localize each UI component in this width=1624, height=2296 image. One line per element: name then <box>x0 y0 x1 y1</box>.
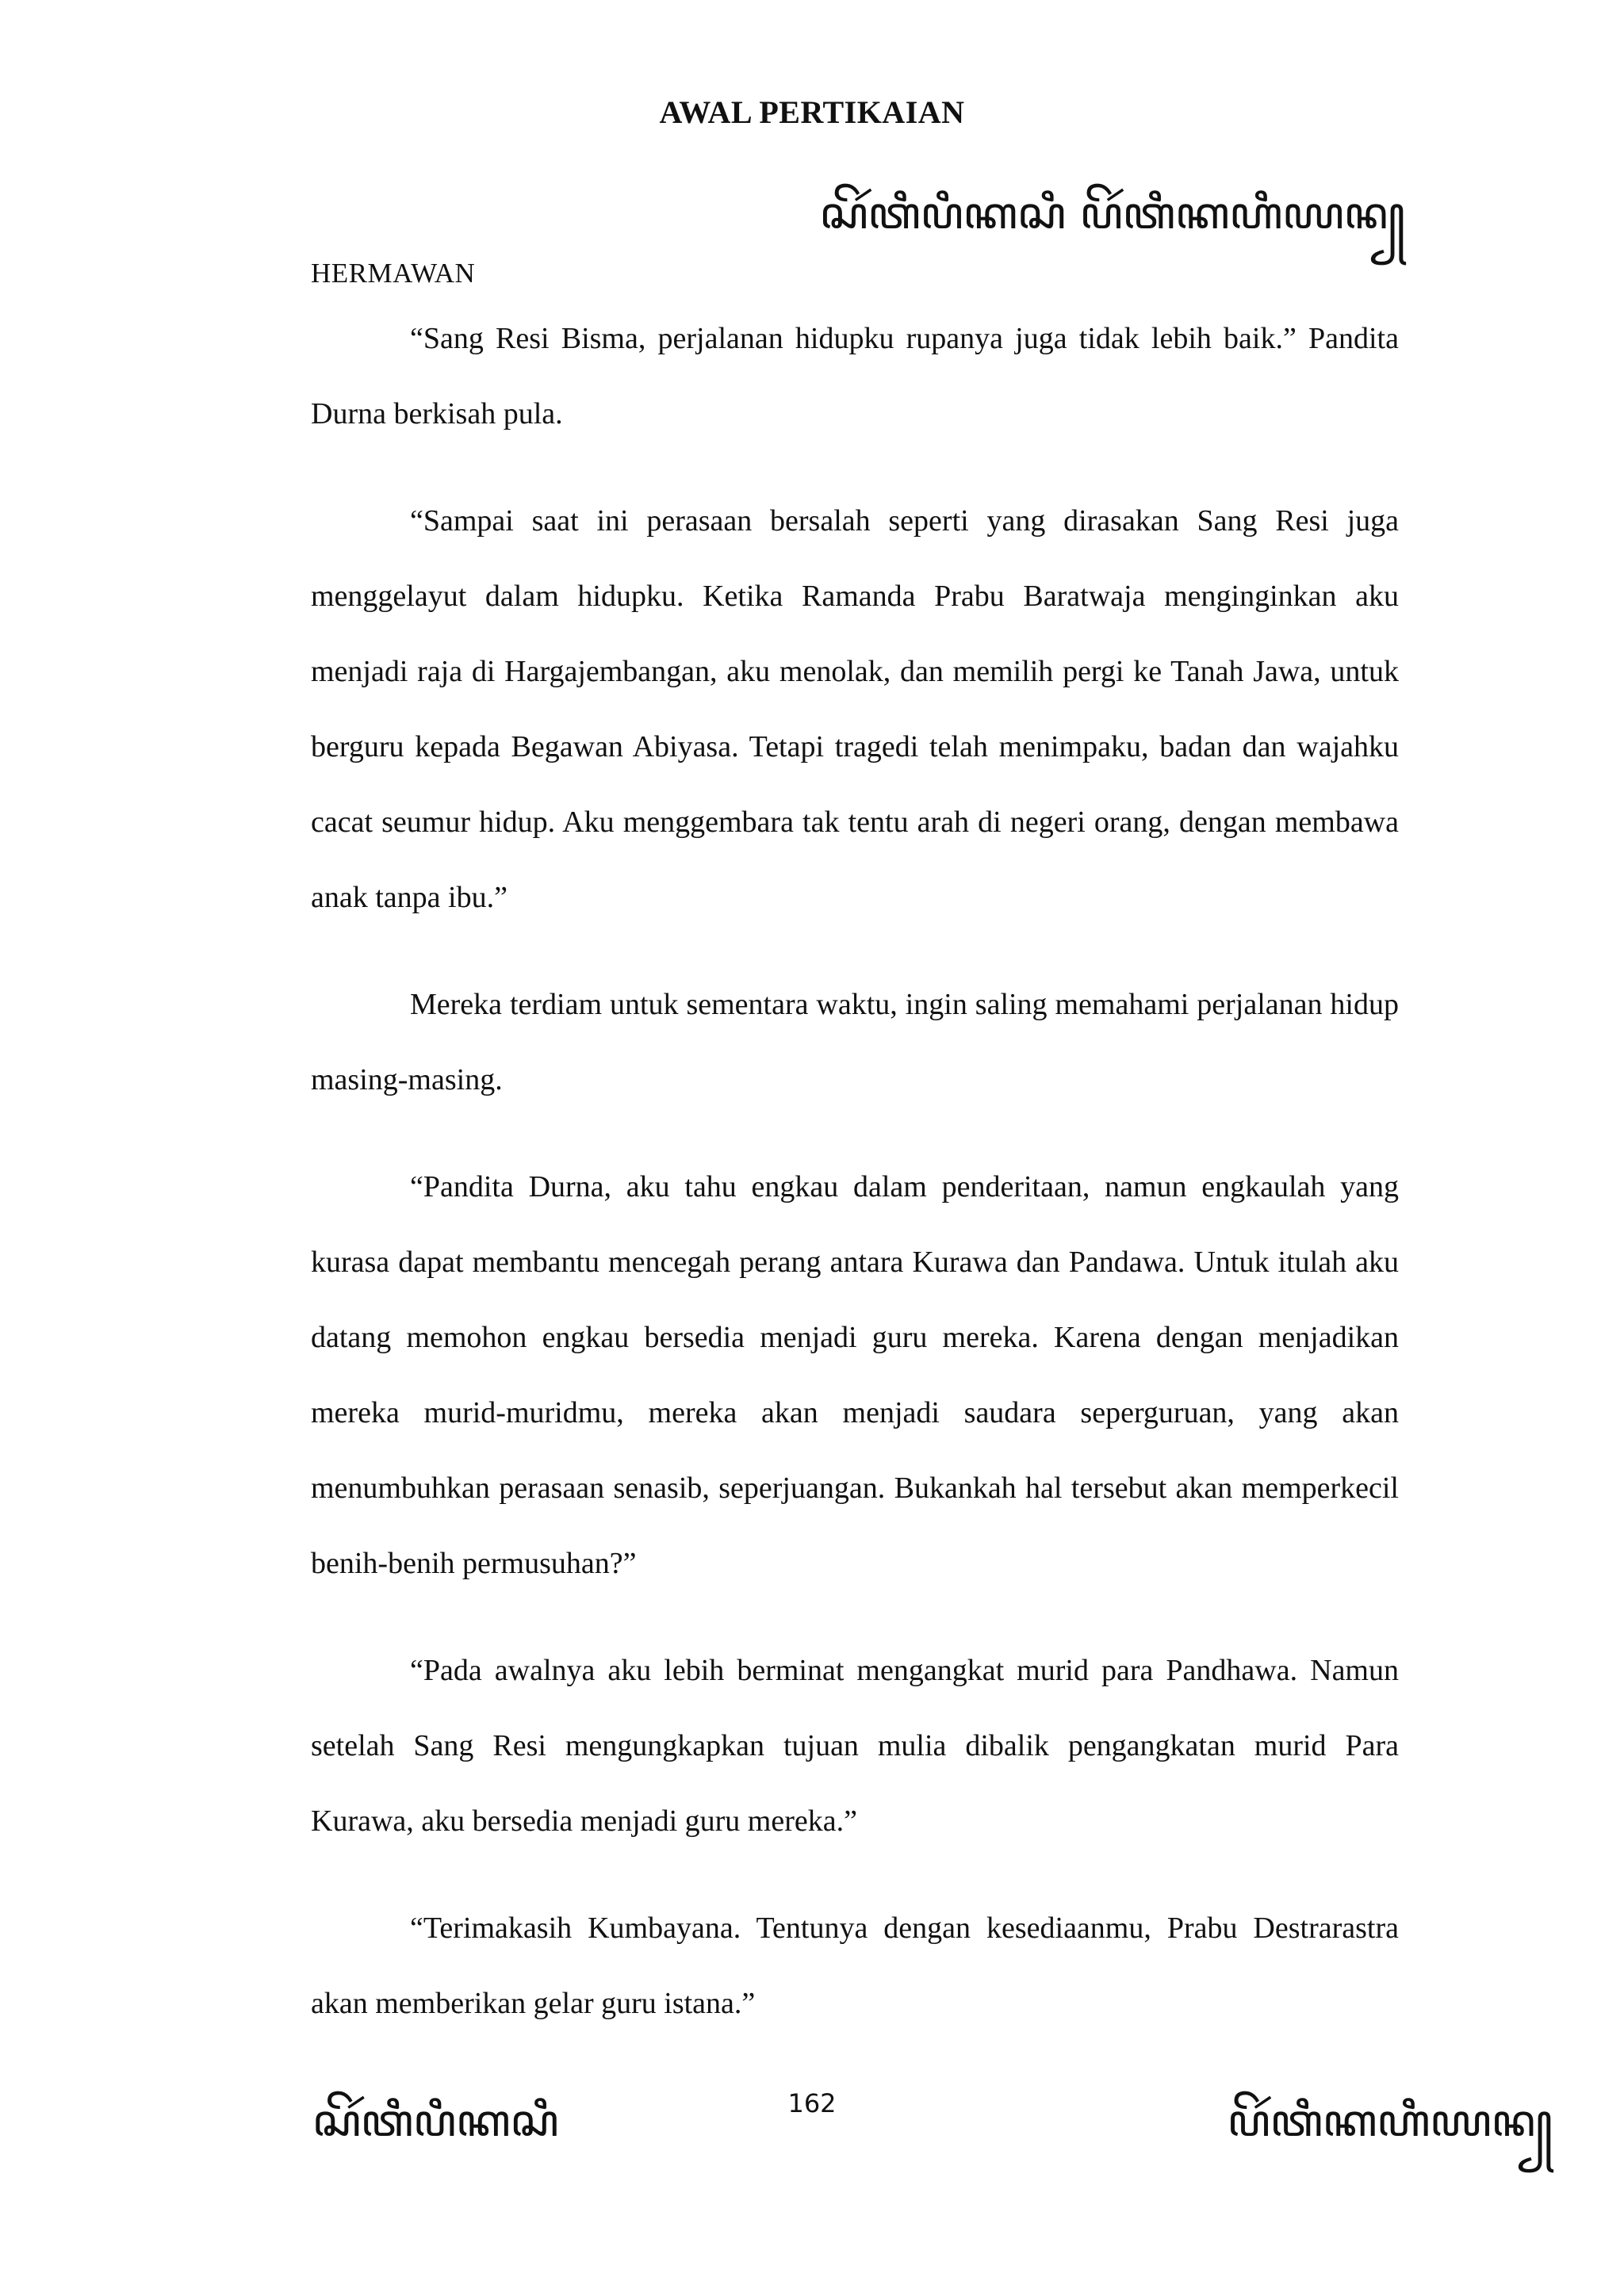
paragraph: Mereka terdiam untuk sementara waktu, ingin saling memahami perjalanan hidup masing-masing. <box>311 988 1399 1096</box>
paragraph: “Pandita Durna, aku tahu engkau dalam penderitaan, namun engkaulah yang kurasa dapat membantu mencegah perang antara Kurawa dan Pandawa. Untuk itulah aku datang memohon engkau bersedia menjadi guru mereka. Karena dengan menjadikan mereka murid-muridmu, mereka akan menjadi saudara seperguruan, yang akan menumbuhkan perasaan senasib, seperjuangan. Bukankah hal tersebut akan memperkecil benih-benih permusuhan?” <box>311 1170 1399 1580</box>
page-number: 162 <box>787 2088 837 2118</box>
paragraph: “Sampai saat ini perasaan bersalah seperti yang dirasakan Sang Resi juga menggelayut dalam hidupku. Ketika Ramanda Prabu Baratwaja menginginkan aku menjadi raja di Hargajembangan, aku menolak, dan memilih pergi ke Tanah Jawa, untuk berguru kepada Begawan Abiyasa. Tetapi tragedi telah menimpaku, badan dan wajahku cacat seumur hidup. Aku menggembara tak tentu arah di negeri orang, dengan membawa anak tanpa ibu.” <box>311 504 1399 914</box>
paragraph: “Terimakasih Kumbayana. Tentunya dengan kesediaanmu, Prabu Destrarastra akan memberikan gelar guru istana.” <box>311 1911 1399 2020</box>
story-body <box>311 301 1399 2073</box>
javanese-script-header: ꦱꦼꦂꦠꦶꦥꦶꦏꦱꦶ ꦥꦼꦂꦠꦶꦏꦲꦶꦪꦤ꧀ <box>819 188 1405 239</box>
javanese-script-footer-right: ꦥꦼꦂꦠꦶꦏꦲꦶꦪꦤ꧀ <box>1227 2095 1553 2147</box>
author-name: HERMAWAN <box>311 258 476 289</box>
javanese-script-footer-left: ꦱꦼꦂꦠꦶꦥꦶꦏꦱꦶ <box>312 2095 559 2147</box>
chapter-title: AWAL PERTIKAIAN <box>659 94 965 130</box>
paragraph: “Sang Resi Bisma, perjalanan hidupku rupanya juga tidak lebih baik.” Pandita Durna berkisah pula. <box>311 322 1399 430</box>
paragraph: “Pada awalnya aku lebih berminat mengangkat murid para Pandhawa. Namun setelah Sang Resi mengungkapkan tujuan mulia dibalik pengangkatan murid Para Kurawa, aku bersedia menjadi guru mereka.” <box>311 1654 1399 1838</box>
